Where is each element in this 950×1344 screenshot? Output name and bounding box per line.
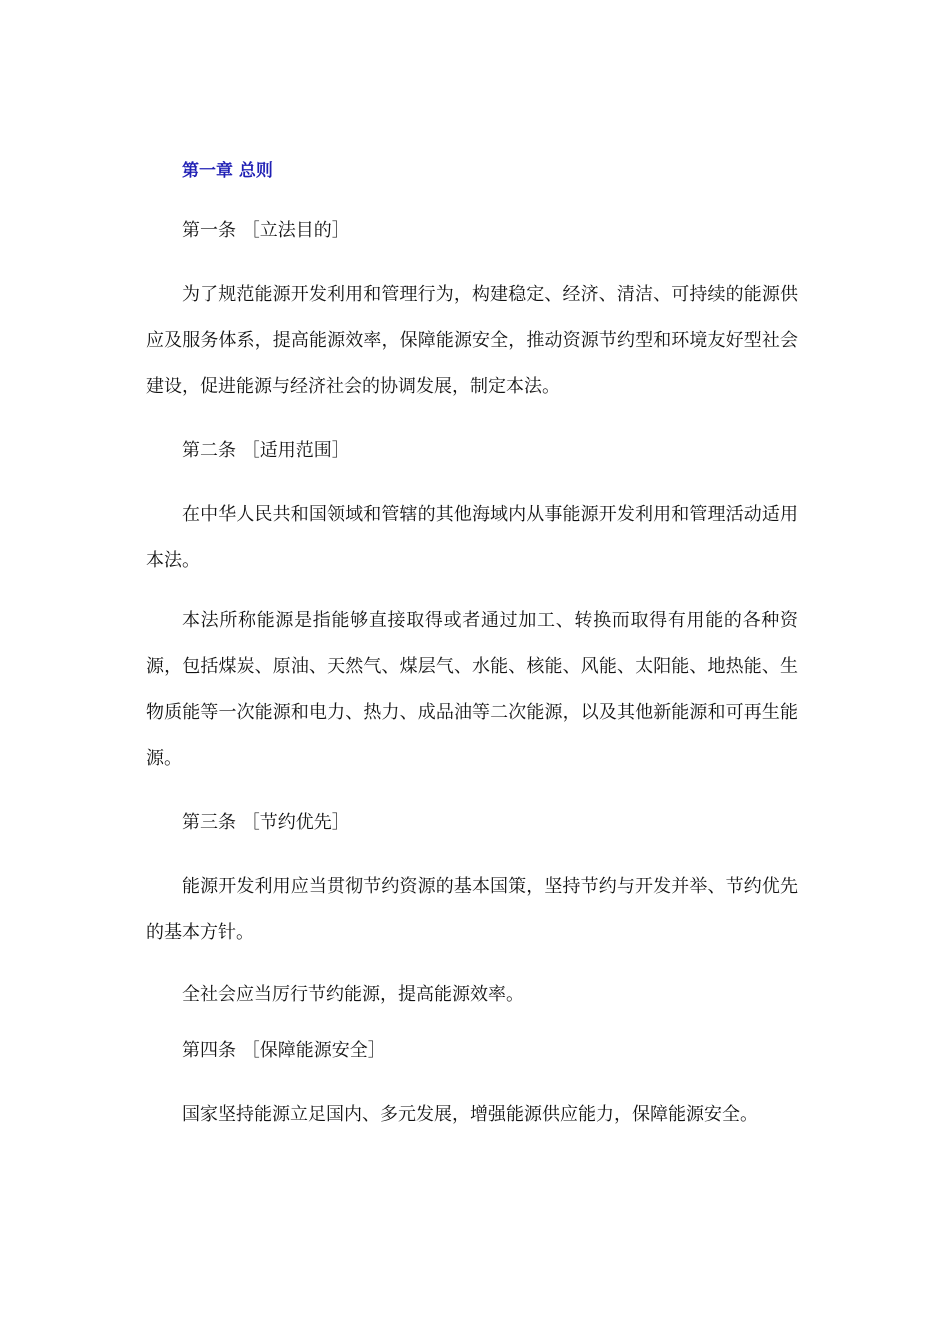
article-4-paragraph-1: 国家坚持能源立足国内、多元发展，增强能源供应能力，保障能源安全。	[182, 1104, 758, 1125]
article-3-heading: 第三条 ［节约优先］	[182, 812, 350, 833]
article-3-paragraph-2: 全社会应当厉行节约能源，提高能源效率。	[182, 984, 524, 1005]
article-1-paragraph-1: 为了规范能源开发利用和管理行为，构建稳定、经济、清洁、可持续的能源供应及服务体系，提高能源效率，保障能源安全，推动资源节约型和环境友好型社会建设，促进能源与经济社会的协调发展，制定本法。	[146, 284, 798, 397]
document-content	[146, 154, 798, 1138]
article-1-heading: 第一条 ［立法目的］	[182, 220, 350, 241]
article-4-heading: 第四条 ［保障能源安全］	[182, 1040, 386, 1061]
article-2-heading: 第二条 ［适用范围］	[182, 440, 350, 461]
article-2-paragraph-2: 本法所称能源是指能够直接取得或者通过加工、转换而取得有用能的各种资源，包括煤炭、原油、天然气、煤层气、水能、核能、风能、太阳能、地热能、生物质能等一次能源和电力、热力、成品油等二次能源，以及其他新能源和可再生能源。	[146, 610, 798, 769]
article-2-paragraph-1: 在中华人民共和国领域和管辖的其他海域内从事能源开发利用和管理活动适用本法。	[146, 504, 798, 571]
article-3-paragraph-1: 能源开发利用应当贯彻节约资源的基本国策，坚持节约与开发并举、节约优先的基本方针。	[146, 876, 798, 943]
chapter-title: 第一章 总则	[182, 161, 273, 181]
